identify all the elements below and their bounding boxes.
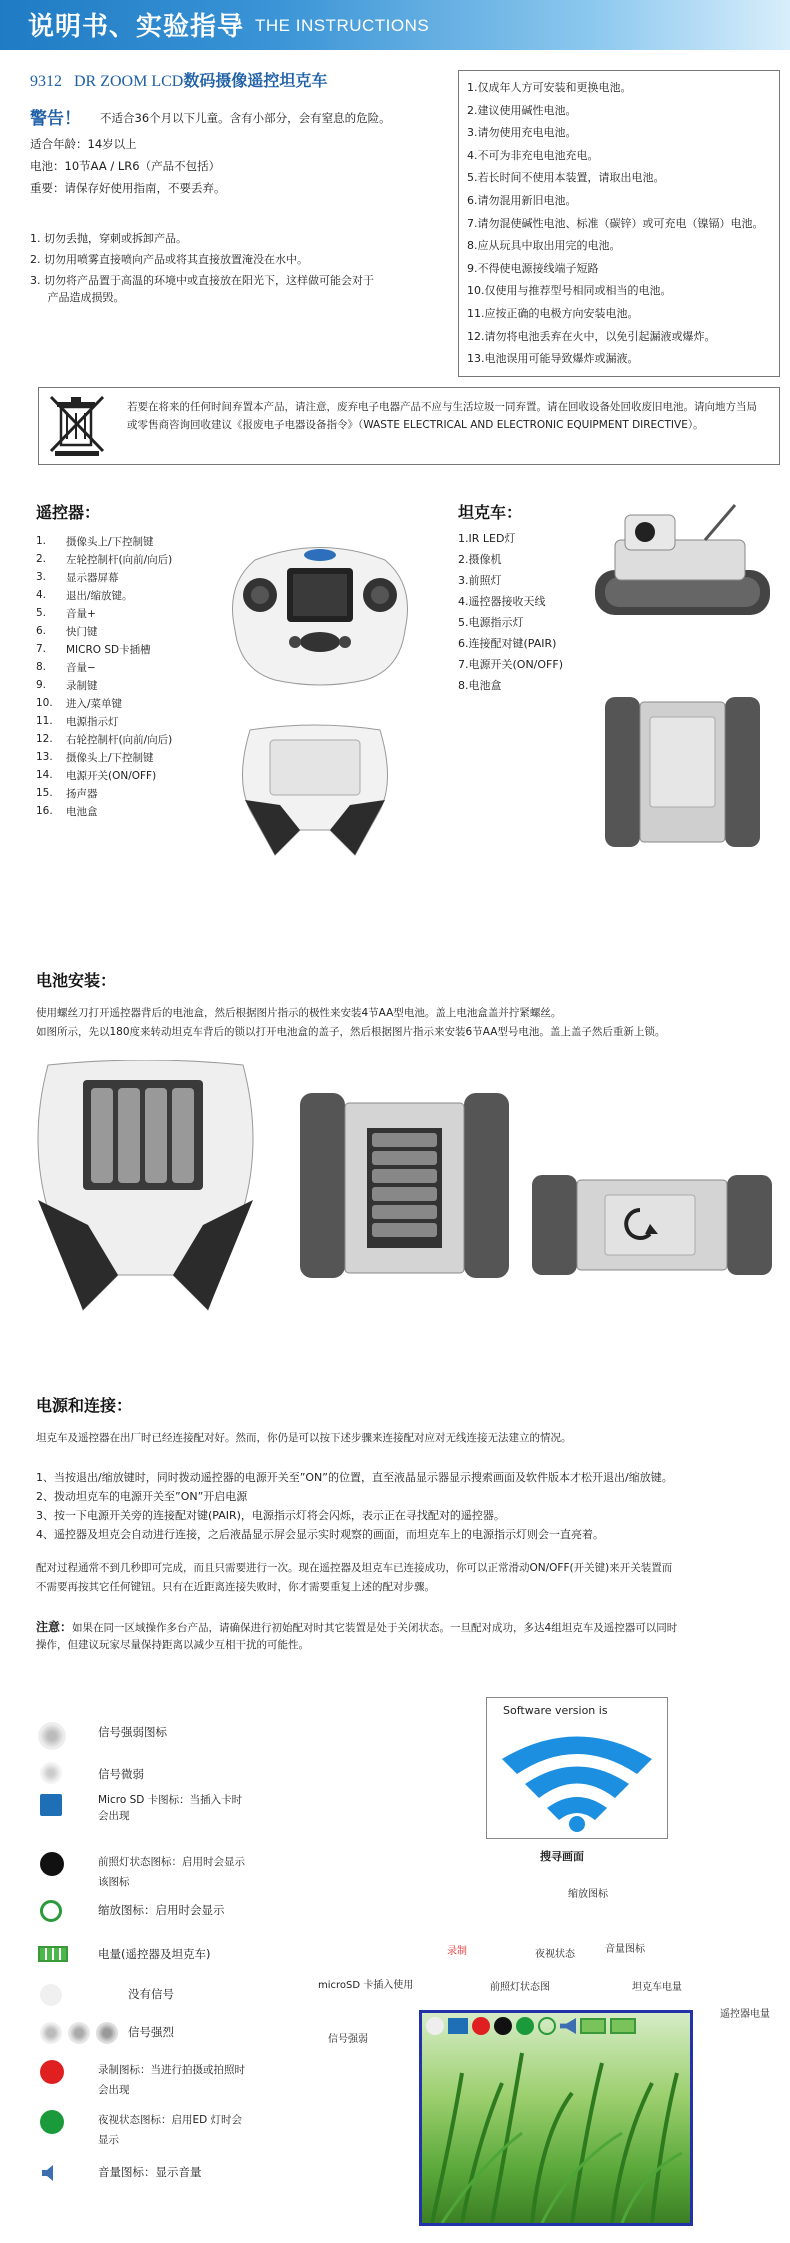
power-heading: 电源和连接： [36, 1396, 133, 1415]
power-note-2: 操作，但建议玩家尽量保持距离以减少互相干扰的可能性。 [36, 1639, 309, 1651]
caution-item: 2. 切勿用喷雾直接喷向产品或将其直接放置淹没在水中。 [30, 253, 308, 266]
search-screen-caption: 搜寻画面 [540, 1850, 584, 1863]
remote-part: 9. 录制键 [36, 679, 98, 692]
remote-part: 10. 进入/菜单键 [36, 697, 123, 710]
remote-part: 6. 快门键 [36, 625, 98, 638]
battery-rule: 11.应按正确的电极方向安装电池。 [467, 306, 639, 320]
remote-part: 4. 退出/缩放键。 [36, 589, 133, 602]
remote-battery-icon [610, 2018, 636, 2034]
battery-text: 电池：10节AA / LR6（产品不包括） [30, 159, 221, 173]
power-intro: 坦克车及遥控器在出厂时已经连接配对好。然而，你仍是可以按下述步骤来连接配对应对无线连接无法建立的情况。 [36, 1432, 572, 1444]
age-text: 适合年龄：14岁以上 [30, 137, 137, 151]
weee-text: 若要在将来的任何时间弃置本产品，请注意，废弃电子电器产品不应与生活垃圾一同弃置。请在回收设备处回收废旧电池。请向地方当局或零售商咨询回收建议《报废电子电器设备指令》（WASTE ELECTRICAL AND ELECTRONIC EQUIPMENT DIRECTIVE）。 [127, 401, 757, 431]
night-vision-icon [40, 2110, 64, 2134]
remote-part: 13. 摄像头上/下控制键 [36, 751, 154, 764]
wifi-signal-icon [497, 1724, 657, 1834]
battery-rule: 2.建议使用碱性电池。 [467, 103, 577, 117]
caution-item: 3. 切勿将产品置于高温的环境中或直接放在阳光下，这样做可能会对于 [30, 274, 374, 287]
tank-part: 5.电源指示灯 [458, 616, 524, 629]
battery-rule: 3.请勿使用充电电池。 [467, 126, 577, 140]
microsd-card-icon [40, 1794, 62, 1816]
battery-rule: 13.电池误用可能导致爆炸或漏液。 [467, 352, 639, 366]
banner-title: 说明书、实验指导 [28, 12, 245, 42]
record-icon [40, 2060, 64, 2084]
battery-rule: 10.仅使用与推荐型号相同或相当的电池。 [467, 284, 672, 298]
power-note-1: 注意：如果在同一区域操作多台产品，请确保进行初始配对时其它装置是处于关闭状态。一旦配对成功，多达4组坦克车及遥控器可以同时 [36, 1620, 678, 1634]
tank-part: 4.遥控器接收天线 [458, 595, 546, 608]
label-volume: 音量图标 [605, 1944, 645, 1955]
remote-part: 12. 右轮控制杆(向前/向后) [36, 733, 173, 746]
remote-part: 11. 电源指示灯 [36, 715, 119, 728]
remote-part: 8. 音量− [36, 661, 96, 674]
power-step: 1、当按退出/缩放键时，同时拨动遥控器的电源开关至”ON”的位置，直至液晶显示器显示搜索画面及软件版本才松开退出/缩放键。 [36, 1471, 673, 1484]
remote-part: 1. 摄像头上/下控制键 [36, 535, 154, 548]
tank-part: 1.IR LED灯 [458, 532, 516, 545]
banner-subtitle: THE INSTRUCTIONS [255, 16, 430, 35]
label-tank-power: 坦克车电量 [632, 1982, 682, 1993]
battery-install-heading: 电池安装： [36, 971, 117, 990]
strong-signal-icon [40, 2022, 62, 2044]
power-step: 2、拨动坦克车的电源开关至”ON”开启电源 [36, 1490, 248, 1503]
label-zoom: 缩放图标 [568, 1889, 608, 1900]
weak-signal-icon [40, 1762, 62, 1784]
caution-item: 1. 切勿丢抛，穿刺或拆卸产品。 [30, 232, 187, 245]
power-para-2: 不需要再按其它任何键钮。只有在近距离连接失败时，你才需要重复上述的配对步骤。 [36, 1581, 435, 1593]
remote-part: 2. 左轮控制杆(向前/向后) [36, 553, 173, 566]
signal-strength-icon [38, 1722, 66, 1750]
software-version-label: Software version is [503, 1704, 608, 1717]
record-icon [472, 2017, 490, 2035]
battery-install-p2: 如图所示，先以180度来转动坦克车背后的锁以打开电池盒的盖子，然后根据图片指示来安装6节AA型号电池。盖上盖子然后重新上锁。 [36, 1026, 666, 1038]
search-screen-box [486, 1697, 668, 1839]
headlight-icon [494, 2017, 512, 2035]
lcd-live-screen [419, 2010, 693, 2226]
battery-rule: 9.不得使电源接线端子短路 [467, 261, 599, 275]
battery-rule: 8.应从玩具中取出用完的电池。 [467, 239, 621, 253]
label-microsd: microSD 卡插入使用 [318, 1980, 414, 1991]
battery-rule: 12.请勿将电池丢弃在火中，以免引起漏液或爆炸。 [467, 329, 716, 343]
battery-rule: 1.仅成年人方可安装和更换电池。 [467, 81, 632, 94]
label-night: 夜视状态 [535, 1949, 575, 1960]
tank-part: 2.摄像机 [458, 553, 502, 566]
tank-heading: 坦克车： [458, 503, 523, 522]
caution-item: 产品造成损毁。 [30, 291, 125, 304]
tank-part: 8.电池盒 [458, 679, 502, 692]
night-vision-icon [516, 2017, 534, 2035]
tank-back-diagram [600, 692, 765, 852]
zoom-icon [40, 1900, 62, 1922]
battery-rule: 4.不可为非充电电池充电。 [467, 148, 599, 162]
tank-part: 3.前照灯 [458, 574, 502, 587]
label-remote-power: 遥控器电量 [720, 2009, 770, 2020]
battery-rule: 6.请勿混用新旧电池。 [467, 193, 577, 207]
zoom-icon [538, 2017, 556, 2035]
remote-front-diagram [215, 530, 425, 695]
remote-part: 15. 扬声器 [36, 787, 98, 800]
power-step: 3、按一下电源开关旁的连接配对键(PAIR)，电源指示灯将会闪烁，表示正在寻找配对的遥控器。 [36, 1509, 505, 1522]
tank-parts-list [458, 530, 598, 698]
power-steps [36, 1468, 776, 1544]
lcd-status-bar [426, 2015, 686, 2037]
battery-rule: 5.若长时间不使用本装置，请取出电池。 [467, 171, 665, 185]
product-title: 9312 DR ZOOM LCD数码摄像遥控坦克车 [30, 73, 328, 90]
power-step: 4、遥控器及坦克会自动进行连接，之后液晶显示屏会显示实时观察的画面，而坦克车上的电源指示灯则会一直亮着。 [36, 1528, 604, 1541]
caution-list [30, 230, 430, 310]
tank-cover-diagram [530, 1170, 775, 1280]
tank-front-diagram [585, 495, 780, 630]
crossed-bin-icon [47, 393, 107, 457]
tank-battery-diagram [297, 1088, 512, 1283]
microsd-card-icon [448, 2018, 468, 2034]
remote-heading: 遥控器： [36, 503, 101, 522]
remote-part: 3. 显示器屏幕 [36, 571, 119, 584]
no-signal-icon [40, 1984, 62, 2006]
remote-back-diagram [230, 720, 400, 860]
tank-battery-icon [580, 2018, 606, 2034]
label-headlight: 前照灯状态图 [490, 1982, 550, 1993]
volume-icon [560, 2018, 576, 2034]
remote-part: 5. 音量+ [36, 607, 96, 620]
strong-signal-icon [96, 2022, 118, 2044]
signal-strength-icon [426, 2017, 444, 2035]
headlight-icon [40, 1852, 64, 1876]
remote-parts-list [36, 532, 226, 820]
warning-text: 不适合36个月以下儿童。含有小部分，会有窒息的危险。 [100, 111, 391, 125]
battery-install-p1: 使用螺丝刀打开遥控器背后的电池盒，然后根据图片指示的极性来安装4节AA型电池。盖上电池盒盖并拧紧螺丝。 [36, 1007, 562, 1019]
tank-part: 7.电源开关(ON/OFF) [458, 658, 563, 671]
battery-rule: 7.请勿混使碱性电池、标准（碳锌）或可充电（镍镉）电池。 [467, 216, 764, 230]
grass-image [422, 2013, 690, 2223]
weee-notice [38, 387, 780, 465]
strong-signal-icon [68, 2022, 90, 2044]
remote-battery-diagram [28, 1060, 263, 1315]
remote-part: 7. MICRO SD卡插槽 [36, 643, 151, 656]
remote-part: 16. 电池盒 [36, 805, 98, 818]
power-para-1: 配对过程通常不到几秒即可完成，而且只需要进行一次。现在遥控器及坦克车已连接成功，你可以正常滑动ON/OFF(开关键)来开关装置而 [36, 1562, 673, 1574]
label-signal: 信号强弱 [328, 2034, 368, 2045]
label-record: 录制 [447, 1946, 467, 1957]
volume-icon [40, 2162, 62, 2184]
battery-rules-box [458, 70, 780, 377]
warning-label: 警告！ [30, 109, 81, 129]
tank-part: 6.连接配对键(PAIR) [458, 637, 557, 650]
battery-level-icon [38, 1946, 68, 1962]
remote-part: 14. 电源开关(ON/OFF) [36, 769, 157, 782]
important-text: 重要：请保存好使用指南，不要丢弃。 [30, 181, 226, 195]
